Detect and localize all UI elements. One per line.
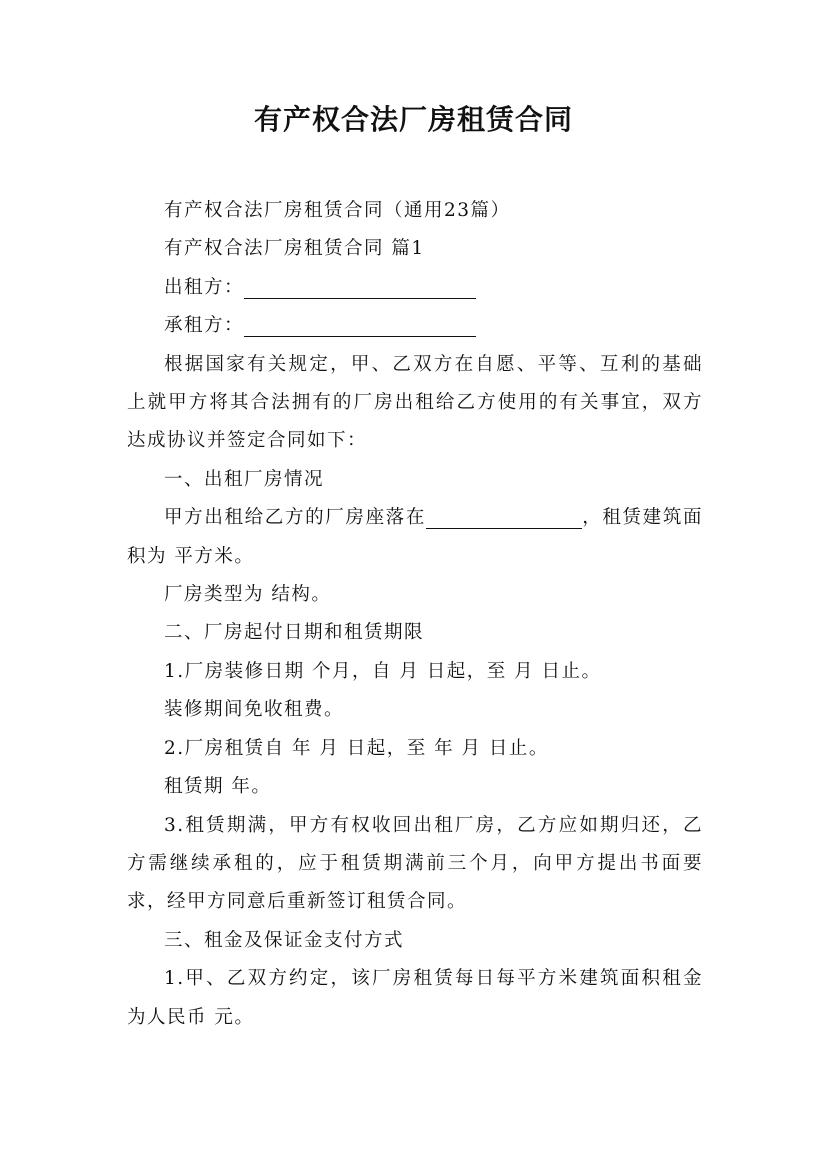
factory-location-blank	[426, 504, 582, 529]
paragraph-lessor-line	[127, 269, 703, 307]
paragraph-lease-expiry: 3.租赁期满，甲方有权收回出租厂房，乙方应如期归还，乙方需继续承租的，应于租赁期满前三个月，向甲方提出书面要求，经甲方同意后重新签订租赁合同。	[127, 814, 703, 913]
paragraph-preamble: 根据国家有关规定，甲、乙双方在自愿、平等、互利的基础上就甲方将其合法拥有的厂房出租给乙方使用的有关事宜，双方达成协议并签定合同如下：	[127, 353, 703, 452]
factory-location-text: 甲方出租给乙方的厂房座落在	[164, 507, 427, 529]
paragraph-section-heading: 有产权合法厂房租赁合同 篇1	[164, 238, 425, 260]
lessee-label: 承租方：	[164, 315, 245, 337]
paragraph-decoration-rent-free: 装修期间免收租费。	[164, 699, 345, 721]
heading-factory-info: 一、出租厂房情况	[164, 468, 325, 490]
paragraph-lease-years: 租赁期 年。	[164, 776, 272, 798]
lessor-blank	[244, 274, 476, 299]
paragraph-lessee-line	[127, 307, 703, 345]
heading-rent-deposit: 三、租金及保证金支付方式	[164, 929, 405, 951]
paragraph-collection-title: 有产权合法厂房租赁合同（通用23篇）	[164, 200, 511, 221]
paragraph-rent-amount: 1.甲、乙双方约定，该厂房租赁每日每平方米建筑面积租金为人民币 元。	[127, 968, 703, 1028]
lessor-label: 出租方：	[164, 276, 245, 298]
document-body	[127, 192, 703, 1037]
factory-area-text: ，租赁建筑面积为 平方米。	[127, 507, 703, 567]
document-title: 有产权合法厂房租赁合同	[253, 103, 573, 136]
heading-lease-term: 二、厂房起付日期和租赁期限	[164, 622, 425, 644]
paragraph-lease-dates: 2.厂房租赁自 年 月 日起，至 年 月 日止。	[164, 737, 549, 759]
paragraph-factory-type: 厂房类型为 结构。	[164, 584, 332, 606]
lessee-blank	[244, 312, 476, 337]
paragraph-decoration-period: 1.厂房装修日期 个月，自 月 日起，至 月 日止。	[164, 660, 602, 682]
paragraph-factory-location	[127, 499, 703, 576]
